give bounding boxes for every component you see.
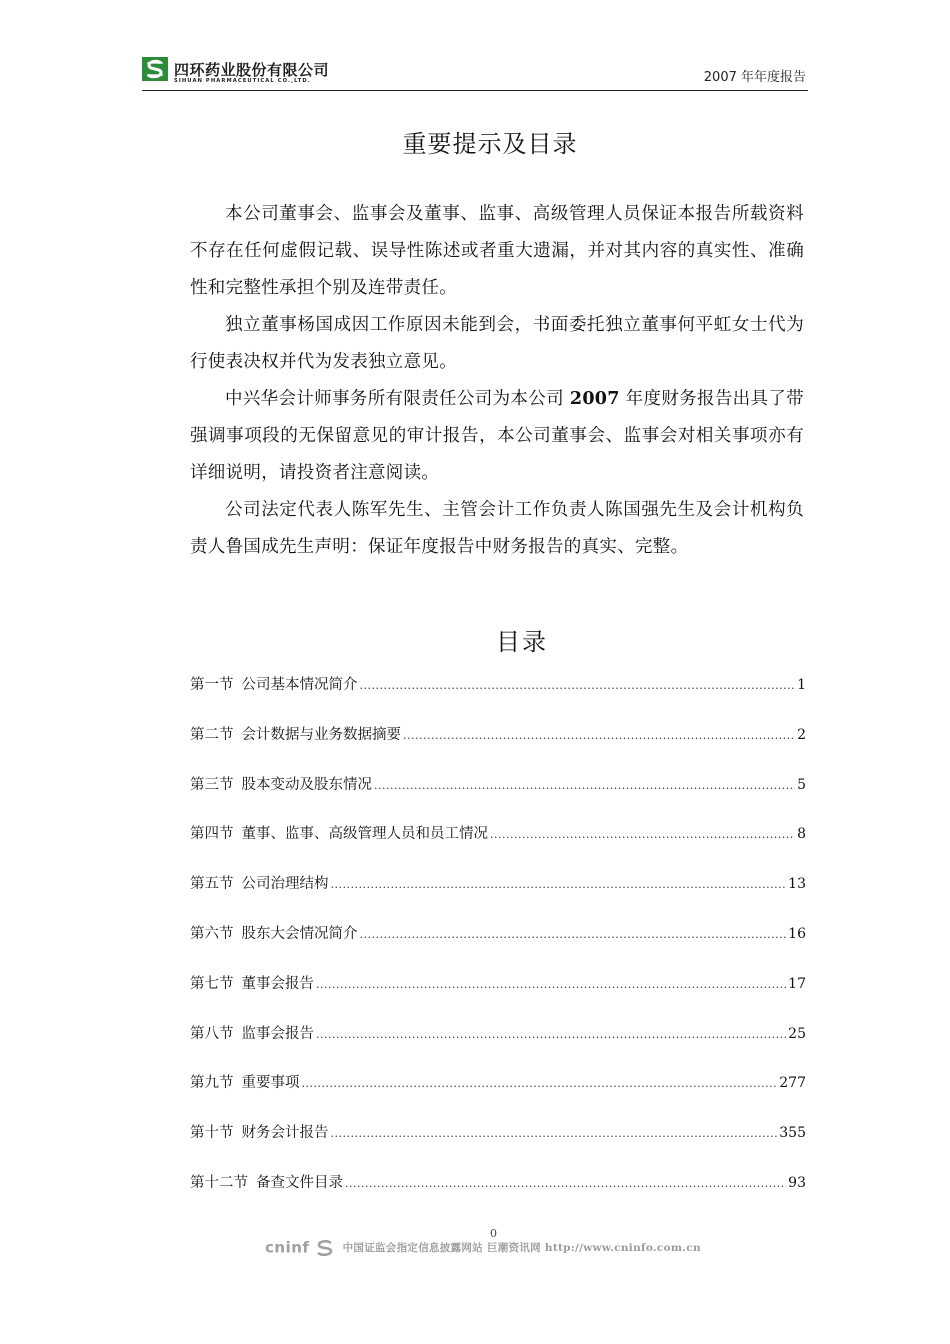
company-name-cn: 四环药业股份有限公司 <box>174 61 330 79</box>
notice-paragraph: 本公司董事会、监事会及董事、监事、高级管理人员保证本报告所载资料不存在任何虚假记载、误导性陈述或者重大遗漏，并对其内容的真实性、准确性和完整性承担个别及连带责任。 <box>190 204 804 298</box>
toc-entry[interactable] <box>190 922 806 972</box>
toc-page: 277 <box>779 1075 806 1092</box>
notice-year: 2007 <box>569 389 620 409</box>
toc-name: 财务会计报告 <box>241 1125 329 1142</box>
toc-page: 355 <box>779 1125 806 1142</box>
footer-text: 中国证监会指定信息披露网站 巨潮资讯网 http://www.cninfo.com.cn <box>342 1242 701 1254</box>
toc-leader <box>316 978 786 991</box>
toc-name: 公司基本情况简介 <box>241 677 358 693</box>
cninfo-logo-icon <box>316 1240 334 1256</box>
toc-page: 16 <box>788 925 806 942</box>
toc-leader <box>490 828 795 841</box>
toc-page: 93 <box>788 1174 806 1191</box>
toc-name: 监事会报告 <box>241 1025 314 1042</box>
toc-page: 5 <box>797 776 806 793</box>
toc-section: 第四节 <box>190 826 234 843</box>
toc-entry[interactable] <box>190 872 806 922</box>
toc-leader <box>345 1177 786 1190</box>
toc-name: 董事会报告 <box>241 975 314 992</box>
toc-entry[interactable] <box>190 1171 806 1221</box>
toc-name: 重要事项 <box>241 1075 300 1092</box>
toc-section: 第五节 <box>190 876 234 893</box>
toc-name: 董事、监事、高级管理人员和员工情况 <box>241 826 488 843</box>
toc-name: 股东大会情况简介 <box>241 925 358 942</box>
toc-page: 8 <box>797 826 806 843</box>
toc-section: 第七节 <box>190 975 234 992</box>
toc-entry[interactable] <box>190 822 806 872</box>
toc-leader <box>331 878 787 891</box>
toc-entry[interactable] <box>190 972 806 1022</box>
footer-brand: cninf <box>265 1238 310 1257</box>
toc-section: 第二节 <box>190 726 234 743</box>
toc-section: 第一节 <box>190 677 234 693</box>
notice-paragraph: 独立董事杨国成因工作原因未能到会，书面委托独立董事何平虹女士代为行使表决权并代为发表独立意见。 <box>190 315 804 372</box>
toc-entry[interactable] <box>190 1071 806 1121</box>
toc-page: 17 <box>788 975 806 992</box>
toc-entry[interactable] <box>190 1022 806 1072</box>
company-logo-icon <box>142 57 168 81</box>
toc-name: 公司治理结构 <box>241 876 329 893</box>
page-number: 0 <box>490 1227 497 1240</box>
toc-page: 13 <box>788 876 806 893</box>
page-header <box>142 56 808 91</box>
toc-leader <box>302 1077 778 1090</box>
toc-page: 25 <box>788 1025 806 1042</box>
toc-name: 股本变动及股东情况 <box>241 776 372 793</box>
page-title: 重要提示及目录 <box>402 130 578 158</box>
notice-paragraph <box>190 381 804 492</box>
toc-section: 第十节 <box>190 1125 234 1142</box>
company-name-en: SIHUAN PHARMACEUTICAL CO.,LTD. <box>174 78 311 84</box>
notice-text: 年度财务报告出具了带强调事项段的无保留意见的审计报告，本公司董事会、监事会对相关事项亦有详细说明，请投资者注意阅读。 <box>190 389 804 483</box>
toc-leader <box>331 1127 778 1140</box>
toc-section: 第六节 <box>190 925 234 942</box>
toc-title: 目录 <box>496 628 548 656</box>
toc-page: 1 <box>797 677 806 693</box>
toc-leader <box>360 679 796 692</box>
notice-section <box>190 196 804 566</box>
toc-section: 第八节 <box>190 1025 234 1042</box>
toc-leader <box>374 779 795 792</box>
toc-entry[interactable] <box>190 1121 806 1171</box>
table-of-contents <box>190 673 806 1221</box>
footer-watermark <box>265 1237 701 1257</box>
toc-entry[interactable] <box>190 773 806 823</box>
toc-section: 第三节 <box>190 776 234 793</box>
toc-name: 备查文件目录 <box>256 1174 343 1191</box>
toc-entry[interactable] <box>190 723 806 773</box>
toc-section: 第九节 <box>190 1075 234 1092</box>
toc-entry[interactable] <box>190 673 806 723</box>
toc-leader <box>403 729 795 742</box>
toc-page: 2 <box>797 726 806 743</box>
toc-leader <box>316 1028 786 1041</box>
report-label: 2007 年年度报告 <box>703 70 806 85</box>
toc-leader <box>360 928 787 941</box>
notice-text: 中兴华会计师事务所有限责任公司为本公司 <box>225 389 570 409</box>
toc-section: 第十二节 <box>190 1174 248 1191</box>
toc-name: 会计数据与业务数据摘要 <box>241 726 401 743</box>
notice-paragraph: 公司法定代表人陈军先生、主管会计工作负责人陈国强先生及会计机构负责人鲁国成先生声明：保证年度报告中财务报告的真实、完整。 <box>190 500 804 557</box>
